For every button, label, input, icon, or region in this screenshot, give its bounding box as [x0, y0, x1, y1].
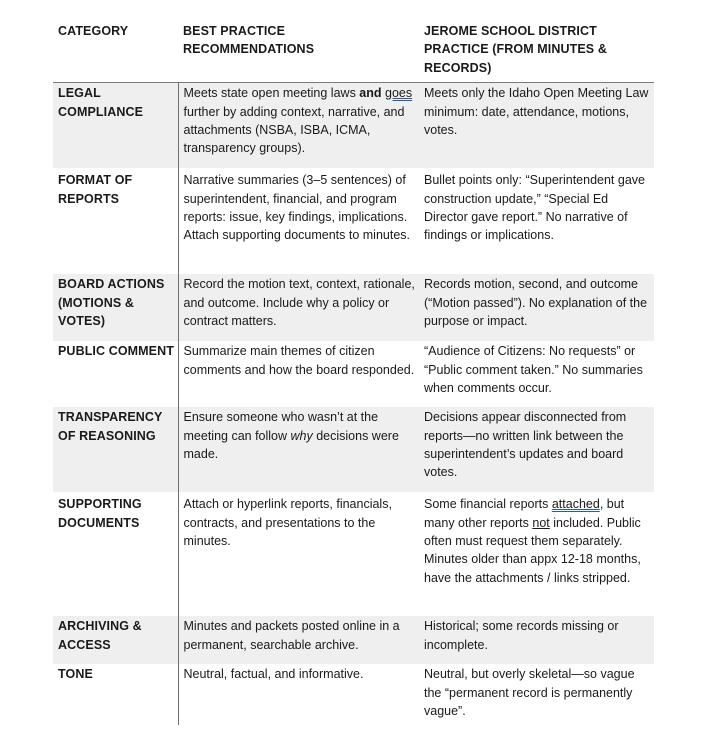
district-practice-cell: Historical; some records missing or incomplete.: [419, 616, 654, 664]
best-practice-cell: Record the motion text, context, rationale, and outcome. Include why a policy or contract matters.: [178, 274, 419, 341]
text-run: further by adding context, narrative, and attachments (NSBA, ISBA, ICMA, transparency groups).: [183, 104, 405, 156]
table-row: [53, 664, 654, 725]
category-cell: FORMAT OF REPORTS: [58, 173, 133, 206]
category-cell: TRANSPARENCY OF REASONING: [53, 407, 178, 492]
best-practice-cell: Summarize main themes of citizen comments and how the board responded.: [178, 341, 419, 407]
underlined-text: not: [532, 515, 550, 530]
category-cell: ARCHIVING & ACCESS: [53, 616, 178, 664]
table-row: [53, 168, 654, 274]
underlined-text: goes: [385, 86, 413, 101]
text-run: decisions were made.: [183, 428, 399, 462]
header-district-practice: JEROME SCHOOL DISTRICT PRACTICE (FROM MINUTES & RECORDS): [424, 24, 607, 75]
category-cell: LEGAL COMPLIANCE: [53, 83, 178, 169]
best-practice-cell: Narrative summaries (3–5 sentences) of superintendent, financial, and program reports: issue, key findings, implications. Attach supporting documents to minutes.: [178, 168, 419, 274]
district-practice-cell: Meets only the Idaho Open Meeting Law minimum: date, attendance, motions, votes.: [419, 83, 654, 169]
header-best-practice: BEST PRACTICE RECOMMENDATIONS: [183, 24, 315, 57]
district-practice-cell: [419, 492, 654, 616]
best-practice-cell: Attach or hyperlink reports, financials, contracts, and presentations to the minutes.: [178, 492, 419, 616]
best-practice-cell: Neutral, factual, and informative.: [178, 664, 419, 725]
header-row: [53, 19, 654, 83]
best-practice-cell: [178, 83, 419, 169]
district-practice-cell: Decisions appear disconnected from reports—no written link between the superintendent’s updates and board votes.: [419, 407, 654, 492]
table-row: [53, 341, 654, 407]
text-run: Ensure someone who wasn’t at the meeting can follow: [183, 410, 379, 443]
table-row: [53, 274, 654, 341]
text-run: , but many other reports: [424, 497, 625, 530]
table-row: [53, 83, 654, 169]
text-run: Some financial reports: [424, 497, 552, 512]
category-cell: SUPPORTING DOCUMENTS: [58, 497, 142, 530]
district-practice-cell: Bullet points only: “Superintendent gave construction update,” “Special Ed Director gave report.” No narrative of findings or implications.: [424, 173, 645, 243]
text-run: Meets state open meeting laws: [183, 86, 360, 101]
comparison-table: [53, 19, 654, 725]
district-practice-cell: “Audience of Citizens: No requests” or “Public comment taken.” No summaries when comments occur.: [424, 344, 643, 396]
category-cell: BOARD ACTIONS (MOTIONS & VOTES): [53, 274, 178, 341]
district-practice-cell: Neutral, but overly skeletal—so vague the “permanent record is permanently vague”.: [424, 667, 635, 719]
header-category: CATEGORY: [58, 24, 129, 38]
text-run: included. Public often must request them separately. Minutes older than appx 12-18 months, have the attachments / links stripped.: [424, 515, 641, 585]
best-practice-cell: [178, 407, 419, 492]
italic-text: why: [290, 428, 313, 443]
district-practice-cell: Records motion, second, and outcome (“Motion passed”). No explanation of the purpose or impact.: [419, 274, 654, 341]
category-cell: TONE: [58, 667, 93, 682]
table-row: [53, 616, 654, 664]
table-row: [53, 407, 654, 492]
best-practice-cell: Minutes and packets posted online in a permanent, searchable archive.: [178, 616, 419, 664]
underlined-text: attached: [551, 497, 600, 512]
category-cell: PUBLIC COMMENT: [58, 344, 174, 359]
table-row: [53, 492, 654, 616]
bold-text: and: [359, 86, 382, 101]
